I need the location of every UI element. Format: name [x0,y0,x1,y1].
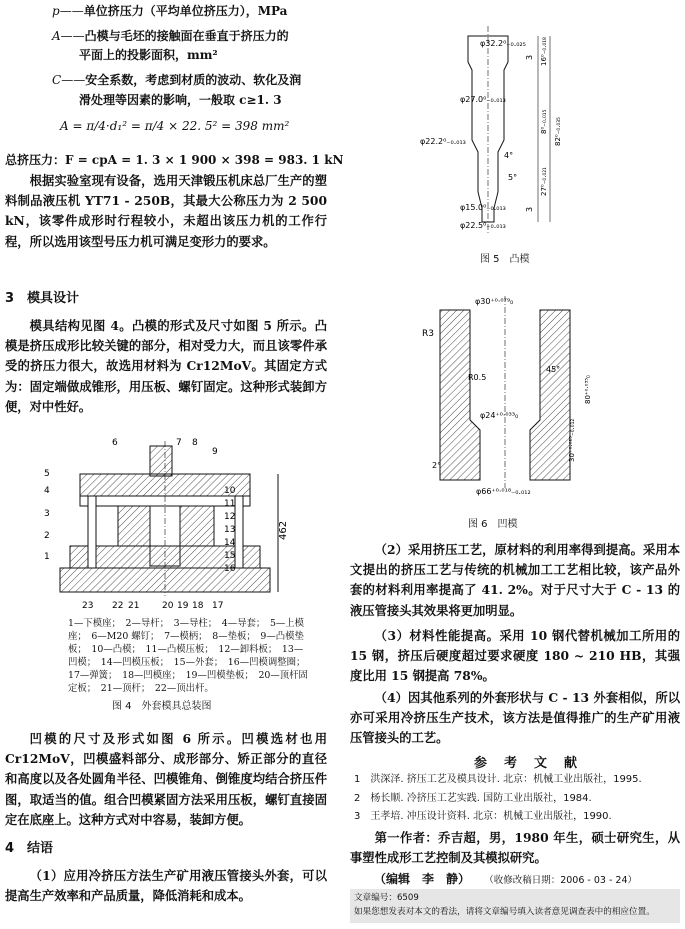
fig4-label-top-8: 8 [192,438,198,448]
fig4-label-bottom-22: 22 [112,601,124,611]
fig4-label-bottom-20: 20 [162,601,174,611]
fig5-h3: 3 [525,54,534,60]
reference-1: 1 洪深泽. 挤压工艺及模具设计. 北京：机械工业出版社，1995. [354,774,642,785]
editor-name: （编辑 李 静） [374,872,471,886]
paragraph-structure: 模具结构见图 4。凸模的形式及尺寸如图 5 所示。凸模是挤压成形比较关键的部分，相对受力大，而且该零件承受的挤压力很大，故选用材料为 Cr12MoV。其固定方式为：固定端做成锥形，用压板、螺钉固定。这种形式装卸方便，对中性好。 [5,318,327,414]
references-heading: 参 考 文 献 [474,756,580,771]
reference-2: 2 杨长顺. 冷挤压工艺实践. 国防工业出版社，1984. [354,793,592,804]
fig4-label-top-9: 9 [212,447,218,457]
fig5-ang5: 5° [508,173,518,182]
fig6-r05: R0.5 [468,373,487,382]
fig4-label-bottom-23: 23 [82,601,94,611]
fig4-label-right-14: 14 [224,538,236,548]
fig5-caption: 图 5 凸模 [480,254,530,265]
fig4-label-left-1: 1 [44,552,50,562]
fig6-ang2: 2° [432,461,442,470]
fig5-d225: φ22.5⁰₋₀.₀₁₃ [460,221,506,230]
fig4-label-left-5: 5 [44,469,50,479]
fig4-label-bottom-21: 21 [128,601,140,611]
fig4-assembly-drawing [40,436,302,612]
fig5-h27: 27⁰₋₀.₀₂₁ [540,167,548,196]
section-4-heading: 4 结语 [5,841,54,856]
fig5-h3b: 3 [525,206,534,212]
fig4-caption: 图 4 外套模具总装图 [112,701,212,712]
def-line-p: p——单位挤压力（平均单位挤压力），MPa [52,4,288,18]
paragraph-die: 凹模的尺寸及形式如图 6 所示。凹模选材也用 Cr12MoV，凹模盛料部分、成形部分、矫正部分的直径和高度以及各处圆角半径、凹模锥角、倒锥度均结合挤压件图，取适当的值。组合凹模紧固方法采用压板，螺钉直接固定在底座上。这种方式对中容易，装卸方便。 [5,731,327,827]
fig4-label-right-12: 12 [224,512,236,522]
fig4-label-bottom-19: 19 [177,601,189,611]
fig4-height-dim: 462 [278,520,289,540]
area-equation: A = π/4·d₁² = π/4 × 22. 5² = 398 mm² [60,119,290,133]
fig4-label-left-3: 3 [44,509,50,519]
fig6-r3: R3 [422,329,434,339]
fig4-label-right-15: 15 [224,551,236,561]
fig4-label-right-13: 13 [224,525,236,535]
feedback-note: 如果您想发表对本文的看法，请将文章编号填入读者意见调查表中的相应位置。 [354,907,655,917]
def-line-a: A——凸模与毛坯的接触面在垂直于挤压力的 [52,29,289,43]
paragraph-conclusion-2: （2）采用挤压工艺，原材料的利用率得到提高。采用本文提出的挤压工艺与传统的机械加工工艺相比较，该产品外套的材料利用率提高了 41. 2%。对于尺寸大于 C - 13 的液压管接头其效果将更加明显。 [350,542,680,618]
article-footer-box [350,889,680,923]
fig5-d22: φ22.2⁰₋₀.₀₁₃ [420,137,466,146]
fig5-d15: φ15.0⁰₋₀.₀₁₃ [460,203,506,212]
fig6-caption: 图 6 凹模 [468,519,518,530]
fig6-d30: φ30⁺⁰·⁰⁷⁹₀ [475,297,514,306]
reference-3: 3 王孝培. 冲压设计资料. 北京：机械工业出版社，1990. [354,811,612,822]
fig4-legend: 1—下模座； 2—导杆； 3—导柱； 4—导套； 5—上模座； 6—M20 螺钉； 7—模柄； 8—垫板； 9—凸模垫板； 10—凸模； 11—凸模压板； 12—卸料板； 13—凹模； 14—凹模压板； 15—外套； 16—凹模调整圈； 17—弹簧； 18—凹模座； 19—凹模垫板； 20—顶杆固定板； 21—顶杆； 22—顶出杆。 [68,618,311,694]
fig6-ang45: 45° [546,365,561,374]
fig4-label-left-2: 2 [44,531,50,541]
fig5-d27: φ27.0⁰₋₀.₀₁₃ [460,95,506,104]
fig4-label-top-6: 6 [112,438,118,448]
fig4-label-right-10: 10 [224,486,236,496]
fig5-h82: 82⁰₋₀.₀₃₅ [554,117,562,146]
force-equation: 总挤压力：F = cpA = 1. 3 × 1 900 × 398 = 983. 1 kN [5,153,344,167]
fig4-label-top-7: 7 [176,438,182,448]
fig5-d32: φ32.2⁰₋₀.₀₂₅ [480,39,526,48]
section-3-heading: 3 模具设计 [5,291,80,306]
author-info: 第一作者：乔吉超，男，1980 年生，硕士研究生，从事塑性成形工艺控制及其模拟研究。 [350,830,680,866]
fig6-d66: φ66⁺⁰·⁰¹⁸₋₀.₀₁₂ [476,487,531,496]
fig4-label-right-16: 16 [224,564,236,574]
fig4-label-left-4: 4 [44,486,50,496]
fig6-h80: 80⁺⁰·⁰³⁵₀ [584,375,592,404]
def-line-c: C——安全系数，考虑到材质的波动、软化及润 [52,73,302,87]
def-line-c-cont: 滑处理等因素的影响，一般取 c≥1. 3 [79,93,282,107]
fig6-h30: 30⁺⁰·⁰²⁵₋₀.₀₁₂ [568,418,576,462]
received-date: （收修改稿日期：2006 - 03 - 24） [484,875,637,886]
fig5-ang4: 4° [504,151,514,160]
article-number: 文章编号：6509 [354,893,419,903]
paragraph-conclusion-4: （4）因其他系列的外套形状与 C - 13 外套相似，所以亦可采用冷挤压生产技术，该方法是值得推广的生产矿用液压管接头的工艺。 [350,690,680,746]
paragraph-equipment: 根据实验室现有设备，选用天津锻压机床总厂生产的塑料制品液压机 YT71 - 250B，其最大公称压力为 2 500 kN，该零件成形时行程较小，未超出该压力机的工作行程，所以选用该型号压力机可满足变形力的要求。 [5,173,327,249]
fig5-punch-drawing [420,22,580,248]
fig4-label-bottom-17: 17 [212,601,224,611]
fig4-label-bottom-18: 18 [192,601,204,611]
paragraph-conclusion-3: （3）材料性能提高。采用 10 钢代替机械加工所用的 15 钢，挤压后硬度超过要求硬度 180 ~ 210 HB，其强度比用 15 钢提高 78%。 [350,628,680,684]
fig6-d24: φ24⁺⁰·⁰³³₀ [480,411,519,420]
paragraph-conclusion-1: （1）应用冷挤压方法生产矿用液压管接头外套，可以提高生产效率和产品质量，降低消耗和成本。 [5,868,327,904]
fig5-h8: 8⁰₋₀.₀₁₅ [540,109,548,134]
fig5-h16: 16⁰₋₀.₀₁₈ [540,37,548,66]
def-line-a-cont: 平面上的投影面积，mm² [79,48,218,62]
editor-line [374,870,637,887]
fig4-label-right-11: 11 [224,499,236,509]
fig6-die-drawing [420,290,620,502]
